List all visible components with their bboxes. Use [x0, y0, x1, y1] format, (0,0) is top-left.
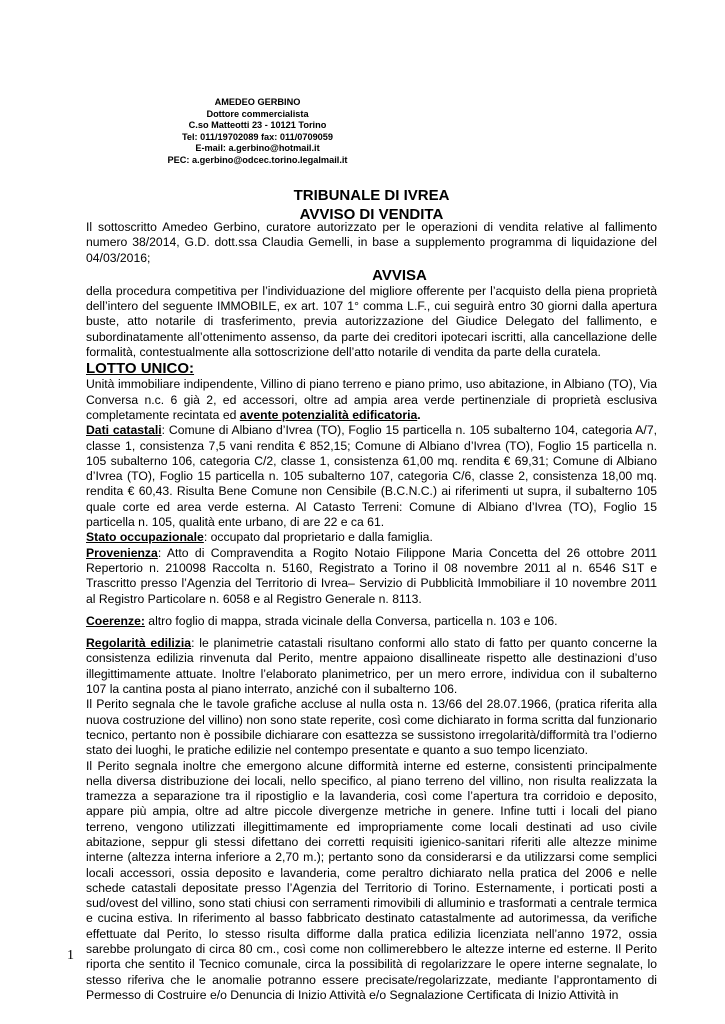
- lotto-description: [86, 377, 657, 423]
- provenienza-text: : Atto di Compravendita a Rogito Notaio Filippone Maria Concetta del 26 ottobre 2011 Repertorio n. 210098 Raccolta n. 5160, Registrato a Torino il 08 novembre 2011 al n. 6546 S1T e Trascritto presso l’Agenzia del Territorio di Ivrea– Servizio di Pubblicità Immobiliare il 10 novembre 2011 al Registro Particolare n. 6058 e al Registro Generale n. 8113.: [86, 545, 657, 606]
- avvisa-paragraph: della procedura competitiva per l’individuazione del migliore offerente per l’acquisto della piena proprietà dell’intero del seguente IMMOBILE, ex art. 107 1° comma L.F., cui seguirà entro 30 giorni dalla apertura buste, atto notarile di trasferimento, previa autorizzazione del Giudice Delegato del fallimento, e subordinatamente all’ottenimento assenso, da parte dei creditori ipotecari iscritti, alla cancellazione delle formalità, contestualmente alla sottoscrizione dell’atto notarile di vendita da parte della curatela.: [86, 283, 657, 360]
- coerenze-paragraph: [86, 614, 657, 629]
- lotto-description-text: Unità immobiliare indipendente, Villino di piano terreno e piano primo, uso abitazione, in Albiano (TO), Via Conversa n.c. 6 già 2, ed accessori, oltre ad ampia area verde pertinenziale di proprietà esclusiva completamente recintata ed: [86, 377, 657, 422]
- letterhead-phone: Tel: 011/19702089 fax: 011/0709059: [181, 131, 334, 142]
- provenienza-label: Provenienza: [86, 545, 158, 560]
- stato-label: Stato occupazionale: [86, 530, 204, 545]
- catastali-text: : Comune di Albiano d’Ivrea (TO), Foglio 15 particella n. 105 subalterno 104, categoria A/7, classe 1, consistenza 7,5 vani rendita € 852,15; Comune di Albiano d’Ivrea (TO), Foglio 15 particella n. 105 subalterno 106, categoria C/2, classe 1, consistenza 61,00 mq. rendita € 69,31; Comune di Albiano d’Ivrea (TO), Foglio 15 particella n. 105 subalterno 107, categoria C/6, classe 2, consistenza 18,00 mq. rendita € 60,43. Risulta Bene Comune non Censibile (B.C.N.C.) ai riferimenti ut supra, il subalterno 105 quale corte ed area verde esterna. Al Catasto Terreni: Comune di Albiano d’Ivrea (TO), Foglio 15 particella n. 105, qualità ente urbano, di are 22 e ca 61.: [86, 423, 657, 530]
- provenienza-paragraph: [86, 546, 657, 607]
- coerenze-text: altro foglio di mappa, strada vicinale della Conversa, particella n. 103 e 106.: [144, 613, 558, 628]
- catastali-paragraph: [86, 423, 657, 530]
- stato-paragraph: [86, 530, 657, 545]
- catastali-label: Dati catastali: [86, 423, 162, 438]
- letterhead-name: AMEDEO GERBINO: [214, 97, 301, 107]
- letterhead-title: Dottore commercialista: [206, 108, 309, 119]
- letterhead: [145, 97, 370, 167]
- regolarita-label: Regolarità edilizia: [86, 636, 192, 651]
- court-title: TRIBUNALE DI IVREA: [293, 187, 450, 204]
- avvisa-heading: AVVISA: [372, 266, 427, 284]
- document-body: [86, 220, 657, 1003]
- perito-paragraph-1: Il Perito segnala che le tavole grafiche accluse al nulla osta n. 13/66 del 28.07.1966, (pratica riferita alla nuova costruzione del villino) non sono state reperite, così come dichiarato in forma scritta dal funzionario tecnico, pertanto non è possibile dichiarare con esattezza se sussistono irregolarità/difformità tra l’odierno stato dei luoghi, le pratiche edilizie nel contempo presentate e quanto a suo tempo licenziato.: [86, 697, 657, 758]
- page-number: 1: [67, 948, 74, 963]
- intro-paragraph: Il sottoscritto Amedeo Gerbino, curatore autorizzato per le operazioni di vendita relative al fallimento numero 38/2014, G.D. dott.ssa Claudia Gemelli, in base a supplemento programma di liquidazione del 04/03/2016;: [86, 220, 657, 265]
- notice-title: AVVISO DI VENDITA: [299, 206, 444, 223]
- document-heading: [0, 186, 725, 224]
- lotto-description-bold: avente potenzialità edificatoria: [239, 407, 418, 422]
- regolarita-text: : le planimetrie catastali risultano conformi allo stato di fatto per quanto concerne la consistenza edilizia rinvenuta dal Perito, mentre appaiono disallineate rispetto alle destinazioni d’uso illegittimamente attuate. Inoltre l’elaborato planimetrico, per un mero errore, individua con il subalterno 107 la cantina posta al piano interrato, anziché con il subalterno 106.: [86, 636, 657, 697]
- coerenze-label: Coerenze:: [86, 613, 145, 628]
- lotto-description-end: .: [417, 407, 421, 422]
- letterhead-address: C.so Matteotti 23 - 10121 Torino: [188, 120, 327, 131]
- regolarita-paragraph: [86, 636, 657, 697]
- perito-paragraph-2: Il Perito segnala inoltre che emergono alcune difformità interne ed esterne, consistenti principalmente nella diversa distribuzione dei locali, nello specifico, al piano terreno del villino, non risulta realizzata la tramezza a separazione tra il ripostiglio e la lavanderia, così come l’apertura tra corridoio e deposito, appare più ampia, oltre ad altre piccole divergenze metriche in genere. Infine tutti i locali del piano terreno, vengono utilizzati illegittimamente ed impropriamente come locali destinati ad uso civile abitazione, seppur gli stessi difettano dei corretti requisiti igienico-sanitari riferiti alle altezze minime interne (altezza interna inferiore a 2,70 m.); pertanto sono da considerarsi e da utilizzarsi come semplici locali accessori, ossia deposito e lavanderia, come peraltro dichiarato nella pratica del 2006 e nelle schede catastali depositate presso l’Agenzia del Territorio di Torino. Esternamente, i porticati posti a sud/ovest del villino, sono stati chiusi con serramenti rimovibili di alluminio e trasformati a centrale termica e cucina estiva. In riferimento al basso fabbricato destinato catastalmente ad autorimessa, da verifiche effettuate dal Perito, lo stesso risulta difforme dalla pratica edilizia licenziata nell’anno 1972, ossia sarebbe prolungato di circa 80 cm., così come non collimerebbero le altezze interne ed esterne. Il Perito riporta che sentito il Tecnico comunale, circa la possibilità di regolarizzare le opere interne segnalate, lo stesso riferiva che le anomalie potranno essere precisate/regolarizzate, mediante l’approntamento di Permesso di Costruire e/o Denuncia di Inizio Attività e/o Segnalazione Certificata di Inizio Attività in: [86, 758, 657, 1002]
- lotto-heading: LOTTO UNICO:: [86, 360, 195, 378]
- letterhead-pec: PEC: a.gerbino@odcec.torino.legalmail.it: [167, 154, 348, 165]
- letterhead-email: E-mail: a.gerbino@hotmail.it: [195, 143, 320, 154]
- stato-text: : occupato dal proprietario e dalla famiglia.: [203, 530, 433, 545]
